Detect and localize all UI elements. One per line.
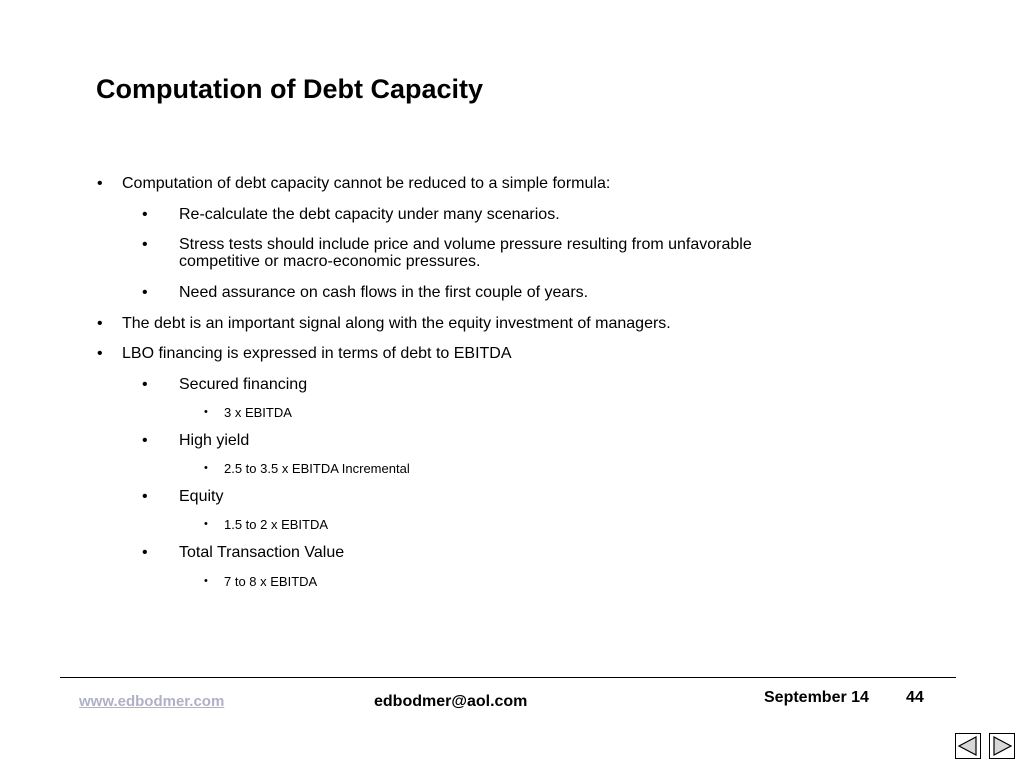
triangle-right-icon — [990, 734, 1014, 758]
bullet-marker: • — [204, 575, 208, 587]
bullet-marker: • — [142, 284, 148, 301]
triangle-left-icon — [956, 734, 980, 758]
bullet-marker: • — [204, 406, 208, 418]
bullet-text: Equity — [179, 488, 224, 505]
bullet-marker: • — [142, 544, 148, 561]
bullet-text: 3 x EBITDA — [224, 405, 292, 420]
bullet-marker: • — [204, 462, 208, 474]
footer-divider — [60, 677, 956, 678]
footer-date: September 14 — [764, 689, 869, 706]
bullet-text: Re-calculate the debt capacity under many scenarios. — [179, 206, 560, 223]
bullet-marker: • — [97, 175, 103, 192]
bullet-marker: • — [97, 315, 103, 332]
previous-slide-button[interactable] — [955, 733, 981, 759]
bullet-marker: • — [142, 236, 148, 253]
bullet-text: 7 to 8 x EBITDA — [224, 574, 318, 589]
bullet-text: The debt is an important signal along with the equity investment of managers. — [122, 315, 671, 332]
bullet-text: High yield — [179, 432, 250, 449]
bullet-marker: • — [204, 518, 208, 530]
bullet-text: 2.5 to 3.5 x EBITDA Incremental — [224, 461, 410, 476]
bullet-marker: • — [142, 376, 148, 393]
bullet-text: 1.5 to 2 x EBITDA — [224, 517, 329, 532]
page-number: 44 — [906, 689, 924, 706]
next-slide-button[interactable] — [989, 733, 1015, 759]
bullet-text: Total Transaction Value — [179, 544, 345, 561]
bullet-text: Stress tests should include price and volume pressure resulting from unfavorable — [179, 236, 752, 253]
bullet-marker: • — [142, 488, 148, 505]
bullet-text: Secured financing — [179, 376, 308, 393]
bullet-marker: • — [97, 345, 103, 362]
bullet-marker: • — [142, 206, 148, 223]
bullet-marker: • — [142, 432, 148, 449]
footer-email: edbodmer@aol.com — [374, 693, 528, 710]
website-link[interactable]: www.edbodmer.com — [79, 693, 225, 710]
bullet-text: LBO financing is expressed in terms of debt to EBITDA — [122, 345, 512, 362]
bullet-text: Need assurance on cash flows in the first couple of years. — [179, 284, 589, 301]
bullet-text-continuation: competitive or macro-economic pressures. — [179, 253, 481, 270]
slide-title: Computation of Debt Capacity — [96, 74, 484, 104]
bullet-text: Computation of debt capacity cannot be reduced to a simple formula: — [122, 175, 611, 192]
